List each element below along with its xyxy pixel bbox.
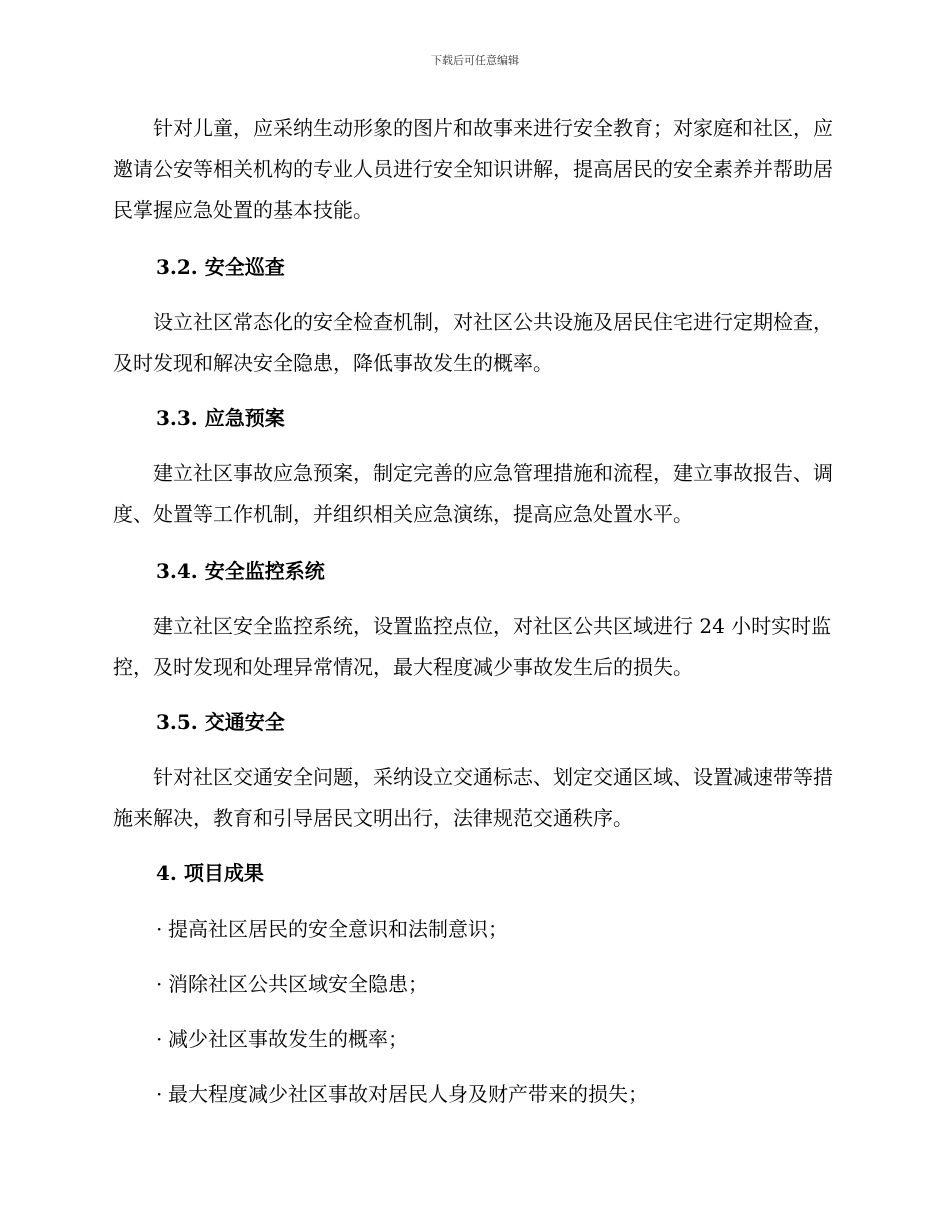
result-item-text: 消除社区公共区域安全隐患；	[168, 972, 428, 996]
section-heading-3-4: 3.4. 安全监控系统	[156, 559, 325, 583]
section-heading-3-2: 3.2. 安全巡查	[156, 255, 285, 279]
result-item-text: 减少社区事故发生的概率；	[168, 1027, 408, 1051]
bullet-marker: ·	[156, 917, 163, 941]
section-3-2-paragraph: 设立社区常态化的安全检查机制，对社区公共设施及居民住宅进行定期检查，及时发现和解决安全隐患，降低事故发生的概率。	[113, 310, 833, 375]
bullet-marker: ·	[156, 1027, 163, 1051]
result-item-text: 提高社区居民的安全意识和法制意识；	[168, 917, 508, 941]
section-heading-3-3: 3.3. 应急预案	[156, 406, 285, 430]
intro-paragraph: 针对儿童，应采纳生动形象的图片和故事来进行安全教育；对家庭和社区，应邀请公安等相关机构的专业人员进行安全知识讲解，提高居民的安全素养并帮助居民掌握应急处置的基本技能。	[113, 116, 833, 222]
section-heading-4: 4. 项目成果	[156, 861, 264, 885]
page-header-note: 下载后可任意编辑	[431, 54, 519, 67]
bullet-marker: ·	[156, 972, 163, 996]
section-3-4-paragraph: 建立社区安全监控系统，设置监控点位，对社区公共区域进行 24 小时实时监控，及时发现和处理异常情况，最大程度减少事故发生后的损失。	[113, 614, 832, 679]
bullet-marker: ·	[156, 1082, 163, 1106]
result-list-item	[156, 916, 508, 942]
section-heading-3-5: 3.5. 交通安全	[156, 710, 285, 734]
result-list-item	[156, 1026, 408, 1052]
result-list-item	[156, 1081, 648, 1107]
section-3-3-paragraph: 建立社区事故应急预案，制定完善的应急管理措施和流程，建立事故报告、调度、处置等工作机制，并组织相关应急演练，提高应急处置水平。	[113, 461, 833, 526]
section-3-5-paragraph: 针对社区交通安全问题，采纳设立交通标志、划定交通区域、设置减速带等措施来解决，教育和引导居民文明出行，法律规范交通秩序。	[113, 765, 833, 830]
result-item-text: 最大程度减少社区事故对居民人身及财产带来的损失；	[168, 1082, 648, 1106]
result-list-item	[156, 971, 428, 997]
